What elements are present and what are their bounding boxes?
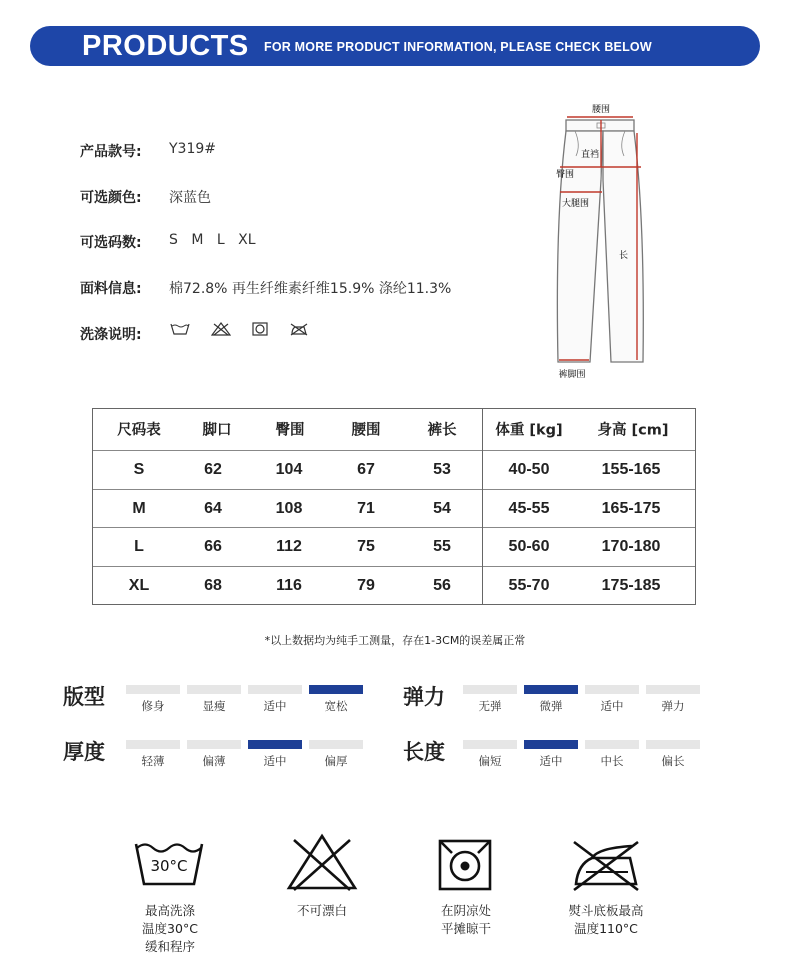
model-label: 产品款号: [80,144,142,160]
table-cell: 66 [204,538,222,555]
size-table [92,408,696,605]
no-iron-icon [289,322,309,336]
table-header: 脚口 [202,422,232,439]
no-bleach-icon [286,832,358,892]
care-label-wash [120,902,220,956]
care-label-dry [416,902,516,938]
table-header: 尺码表 [117,422,161,439]
fabric-value: 棉72.8% 再生纤维素纤维15.9% 涤纶11.3% [169,281,452,297]
table-header: 腰围 [351,422,381,439]
diagram-length-label: 长 [619,251,629,261]
fit-thickness-option: 偏薄 [202,754,226,768]
table-cell: 116 [276,577,302,594]
table-cell: 62 [204,461,222,478]
fit-version-segment [126,685,180,694]
table-cell: 104 [275,461,303,478]
size-option: XL [238,232,256,248]
fit-elastic-segment [646,685,700,694]
fit-length-segment [646,740,700,749]
table-cell: 45-55 [508,500,550,517]
wash-label: 洗涤说明: [80,327,142,343]
measurement-note: *以上数据均为纯手工测量，存在1-3CM的误差属正常 [264,634,526,647]
care-label-iron [550,902,662,938]
fit-length-segment [463,740,517,749]
table-cell: 165-175 [601,500,661,517]
table-cell: XL [128,577,150,594]
size-option: S [169,232,178,248]
care-label-bleach [272,902,372,920]
fit-version-option: 宽松 [324,699,348,713]
table-cell: 175-185 [601,577,661,594]
care-line: 最高洗涤 [144,903,195,918]
fit-version-segment [187,685,241,694]
table-cell: 54 [433,500,451,517]
fit-version-title: 版型 [63,685,105,709]
fit-thickness-title: 厚度 [63,740,105,764]
table-cell: 67 [357,461,375,478]
wash-temp-text: 30°C [150,857,188,875]
fit-thickness-option: 偏厚 [324,754,348,768]
care-line: 温度110°C [574,921,638,936]
care-line: 缓和程序 [144,939,195,954]
table-cell: 64 [204,500,222,517]
table-header: 身高 [cm] [597,422,669,439]
fit-length-option: 偏短 [478,754,502,768]
pants-diagram [545,100,675,385]
fit-length-option: 中长 [600,754,624,768]
fit-thickness-segment-selected [248,740,302,749]
fit-elastic-segment [585,685,639,694]
diagram-thigh-label: 大腿围 [562,199,590,209]
diagram-hip-label: 臀围 [556,170,575,180]
table-cell: S [133,461,145,478]
fit-version-option: 显瘦 [202,699,226,713]
tumble-dry-icon [252,322,268,336]
banner-subtitle: FOR MORE PRODUCT INFORMATION, PLEASE CHECK BELOW [264,40,652,54]
wash-icons [170,322,309,336]
care-line: 不可漂白 [296,903,347,918]
banner-title: PRODUCTS [82,30,249,62]
fit-version-segment-selected [309,685,363,694]
table-cell: 55-70 [508,577,550,594]
fit-length-segment-selected [524,740,578,749]
fit-thickness-option: 轻薄 [141,754,165,768]
care-line: 在阴凉处 [440,903,491,918]
fit-elastic-segment-selected [524,685,578,694]
table-cell: 71 [357,500,375,517]
no-bleach-icon [211,322,231,336]
size-option: M [191,232,204,248]
size-label: 可选码数: [80,235,142,251]
shade-dry-icon [437,838,495,892]
table-cell: M [132,500,146,517]
fit-version-option: 适中 [263,699,287,713]
care-line: 温度30°C [142,921,198,936]
table-cell: 79 [357,577,375,594]
fit-length-segment [585,740,639,749]
color-value: 深蓝色 [169,190,211,206]
table-cell: 170-180 [601,538,661,555]
fit-elastic-option: 无弹 [478,699,502,713]
fit-elastic-segment [463,685,517,694]
table-cell: 112 [276,538,302,555]
table-cell: 75 [357,538,375,555]
iron-110-icon [570,838,642,892]
fit-length-option: 适中 [539,754,563,768]
table-cell: 55 [433,538,451,555]
fit-thickness-segment [309,740,363,749]
table-cell: 56 [433,577,451,594]
table-header: 裤长 [427,422,457,439]
table-cell: 68 [204,577,222,594]
size-option: L [216,232,225,248]
table-cell: 50-60 [508,538,550,555]
diagram-hem-label: 裤脚围 [558,370,586,380]
fit-version-option: 修身 [141,699,165,713]
table-header: 臀围 [275,422,305,439]
fabric-label: 面料信息: [80,281,142,297]
table-cell: 53 [433,461,451,478]
fit-elastic-option: 适中 [600,699,624,713]
fit-thickness-option: 适中 [263,754,287,768]
table-header: 体重 [kg] [495,422,563,439]
fit-elastic-option: 微弹 [539,699,563,713]
fit-length-option: 偏长 [661,754,685,768]
fit-thickness-segment [126,740,180,749]
wash-30-icon [133,838,205,888]
model-value: Y319# [169,141,217,157]
fit-elastic-title: 弹力 [403,685,445,709]
color-label: 可选颜色: [80,190,142,206]
table-cell: L [134,538,144,555]
size-options [169,232,265,248]
table-cell: 40-50 [508,461,550,478]
diagram-waist-label: 腰围 [591,105,611,115]
fit-elastic-option: 弹力 [661,699,685,713]
table-cell: 108 [275,500,303,517]
fit-thickness-segment [187,740,241,749]
washtub-icon [170,322,190,336]
fit-version-segment [248,685,302,694]
fit-length-title: 长度 [403,740,445,764]
care-line: 平摊晾干 [440,921,491,936]
diagram-rise-label: 直裆 [581,150,600,160]
table-cell: 155-165 [601,461,661,478]
care-line: 熨斗底板最高 [568,903,644,918]
